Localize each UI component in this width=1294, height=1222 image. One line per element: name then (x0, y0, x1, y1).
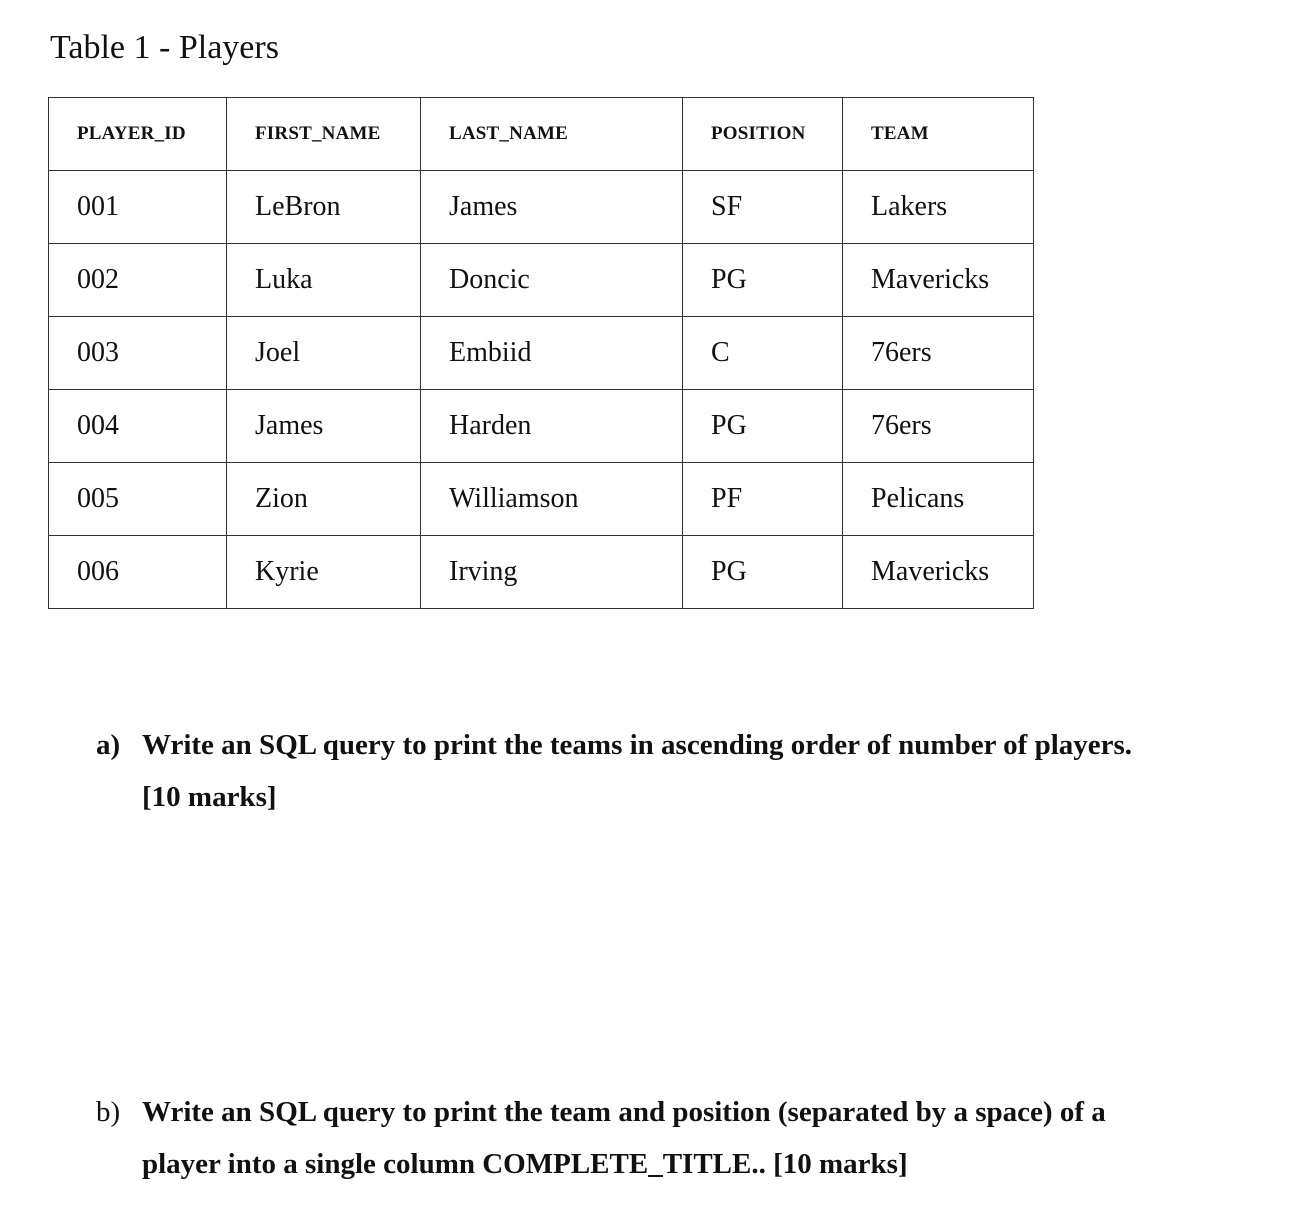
cell-first-name: Joel (227, 317, 421, 390)
cell-first-name: Luka (227, 244, 421, 317)
cell-player-id: 002 (49, 244, 227, 317)
cell-last-name: Embiid (421, 317, 683, 390)
cell-last-name: James (421, 171, 683, 244)
question-b-line-2: player into a single column COMPLETE_TITLE.. [10 marks] (142, 1148, 908, 1180)
column-header-team: TEAM (843, 98, 1034, 171)
cell-player-id: 003 (49, 317, 227, 390)
question-a-line-1: Write an SQL query to print the teams in ascending order of number of players. (142, 729, 1133, 761)
question-a-label: a) (96, 729, 121, 761)
question-a-text (142, 719, 1132, 823)
cell-position: PG (683, 244, 843, 317)
table-title: Table 1 - Players (50, 29, 279, 66)
cell-last-name: Williamson (421, 463, 683, 536)
cell-first-name: Zion (227, 463, 421, 536)
question-b-line-1: Write an SQL query to print the team and position (separated by a space) of a (142, 1096, 1106, 1128)
cell-team: Mavericks (843, 244, 1034, 317)
cell-position: PG (683, 536, 843, 609)
column-header-player-id: PLAYER_ID (49, 98, 227, 171)
cell-last-name: Irving (421, 536, 683, 609)
question-b-text (142, 1086, 1106, 1190)
cell-team: Lakers (843, 171, 1034, 244)
table-row (49, 390, 1034, 463)
cell-last-name: Harden (421, 390, 683, 463)
cell-team: 76ers (843, 390, 1034, 463)
players-table (48, 97, 1034, 609)
cell-first-name: James (227, 390, 421, 463)
cell-position: PF (683, 463, 843, 536)
cell-player-id: 004 (49, 390, 227, 463)
table-row (49, 171, 1034, 244)
cell-position: SF (683, 171, 843, 244)
cell-position: C (683, 317, 843, 390)
table-row (49, 244, 1034, 317)
question-a-line-2: [10 marks] (142, 781, 277, 813)
cell-team: Pelicans (843, 463, 1034, 536)
column-header-last-name: LAST_NAME (421, 98, 683, 171)
table-row (49, 317, 1034, 390)
cell-player-id: 001 (49, 171, 227, 244)
table-row (49, 536, 1034, 609)
cell-position: PG (683, 390, 843, 463)
cell-player-id: 005 (49, 463, 227, 536)
cell-team: 76ers (843, 317, 1034, 390)
cell-player-id: 006 (49, 536, 227, 609)
cell-team: Mavericks (843, 536, 1034, 609)
cell-last-name: Doncic (421, 244, 683, 317)
cell-first-name: LeBron (227, 171, 421, 244)
table-row (49, 463, 1034, 536)
column-header-position: POSITION (683, 98, 843, 171)
column-header-first-name: FIRST_NAME (227, 98, 421, 171)
cell-first-name: Kyrie (227, 536, 421, 609)
question-b-label: b) (96, 1096, 121, 1128)
table-header-row (49, 98, 1034, 171)
